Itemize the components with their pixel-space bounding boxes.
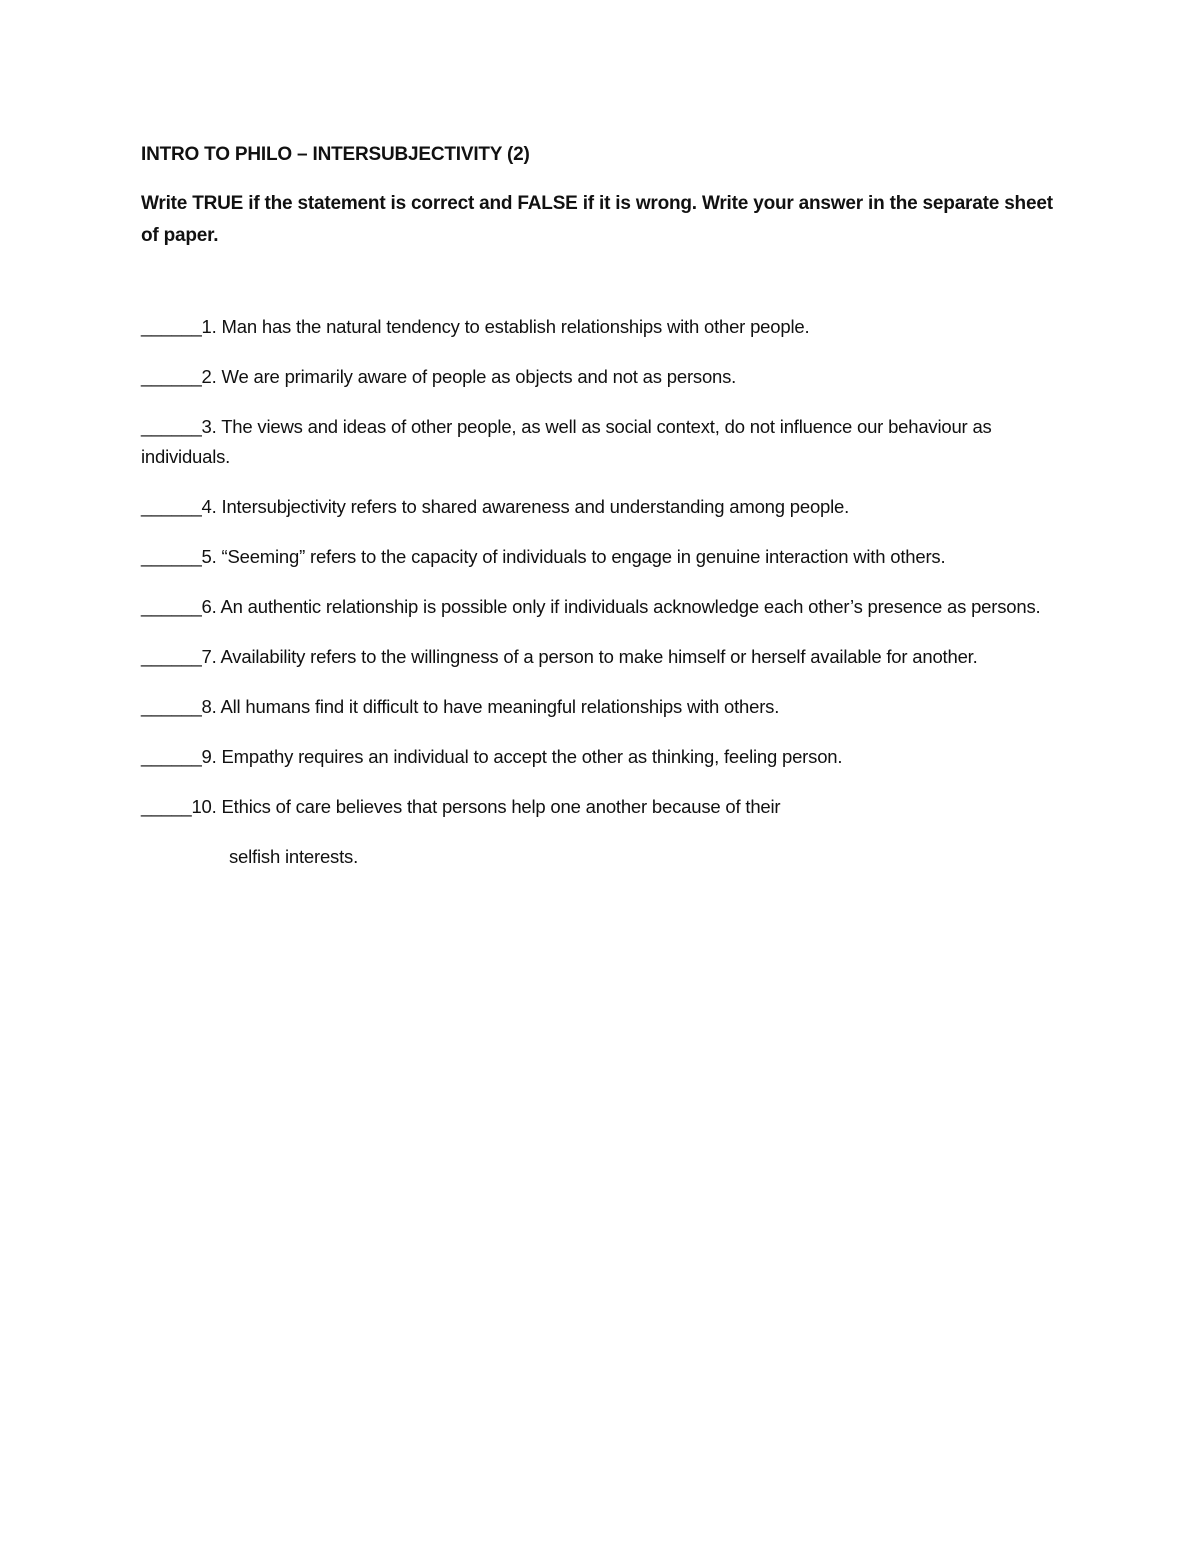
answer-blank: _____: [141, 796, 192, 817]
question-10-continuation: selfish interests.: [229, 846, 359, 867]
question-item-5: [141, 542, 1061, 572]
question-text: Empathy requires an individual to accept the other as thinking, feeling person.: [221, 746, 843, 767]
question-item-1: [141, 312, 1061, 342]
question-number: 3.: [201, 416, 217, 437]
answer-blank: ______: [141, 366, 202, 387]
question-text: Man has the natural tendency to establish relationships with other people.: [221, 316, 810, 337]
question-text: The views and ideas of other people, as well as social context, do not influence our behaviour as individuals.: [141, 416, 992, 467]
question-item-9: [141, 742, 1061, 772]
question-number: 10.: [191, 796, 217, 817]
question-number: 9.: [201, 746, 217, 767]
question-text: All humans find it difficult to have meaningful relationships with others.: [220, 696, 780, 717]
question-item-4: [141, 492, 1061, 522]
question-number: 1.: [201, 316, 217, 337]
question-list: [141, 312, 1061, 822]
answer-blank: ______: [141, 646, 202, 667]
answer-blank: ______: [141, 316, 202, 337]
page-title: INTRO TO PHILO – INTERSUBJECTIVITY (2): [141, 144, 530, 165]
answer-blank: ______: [141, 596, 202, 617]
question-text: Availability refers to the willingness of a person to make himself or herself available for another.: [220, 646, 978, 667]
question-number: 8.: [201, 696, 217, 717]
question-number: 4.: [201, 496, 217, 517]
question-text: Ethics of care believes that persons help one another because of their: [221, 796, 781, 817]
question-text: “Seeming” refers to the capacity of individuals to engage in genuine interaction with others.: [221, 546, 946, 567]
question-text: Intersubjectivity refers to shared awareness and understanding among people.: [221, 496, 850, 517]
question-number: 7.: [201, 646, 217, 667]
answer-blank: ______: [141, 416, 202, 437]
question-number: 5.: [201, 546, 217, 567]
answer-blank: ______: [141, 696, 202, 717]
question-text: We are primarily aware of people as objects and not as persons.: [221, 366, 737, 387]
question-item-6: [141, 592, 1061, 622]
question-number: 6.: [201, 596, 217, 617]
answer-blank: ______: [141, 496, 202, 517]
answer-blank: ______: [141, 746, 202, 767]
question-text: An authentic relationship is possible only if individuals acknowledge each other’s presence as persons.: [220, 596, 1041, 617]
question-number: 2.: [201, 366, 217, 387]
question-item-10: [141, 792, 1061, 822]
instructions-text: Write TRUE if the statement is correct and FALSE if it is wrong. Write your answer in the separate sheet of paper.: [141, 193, 1053, 246]
question-item-2: [141, 362, 1061, 392]
question-item-8: [141, 692, 1061, 722]
question-item-3: [141, 412, 1061, 472]
answer-blank: ______: [141, 546, 202, 567]
document-content: [141, 140, 1061, 872]
question-item-7: [141, 642, 1061, 672]
